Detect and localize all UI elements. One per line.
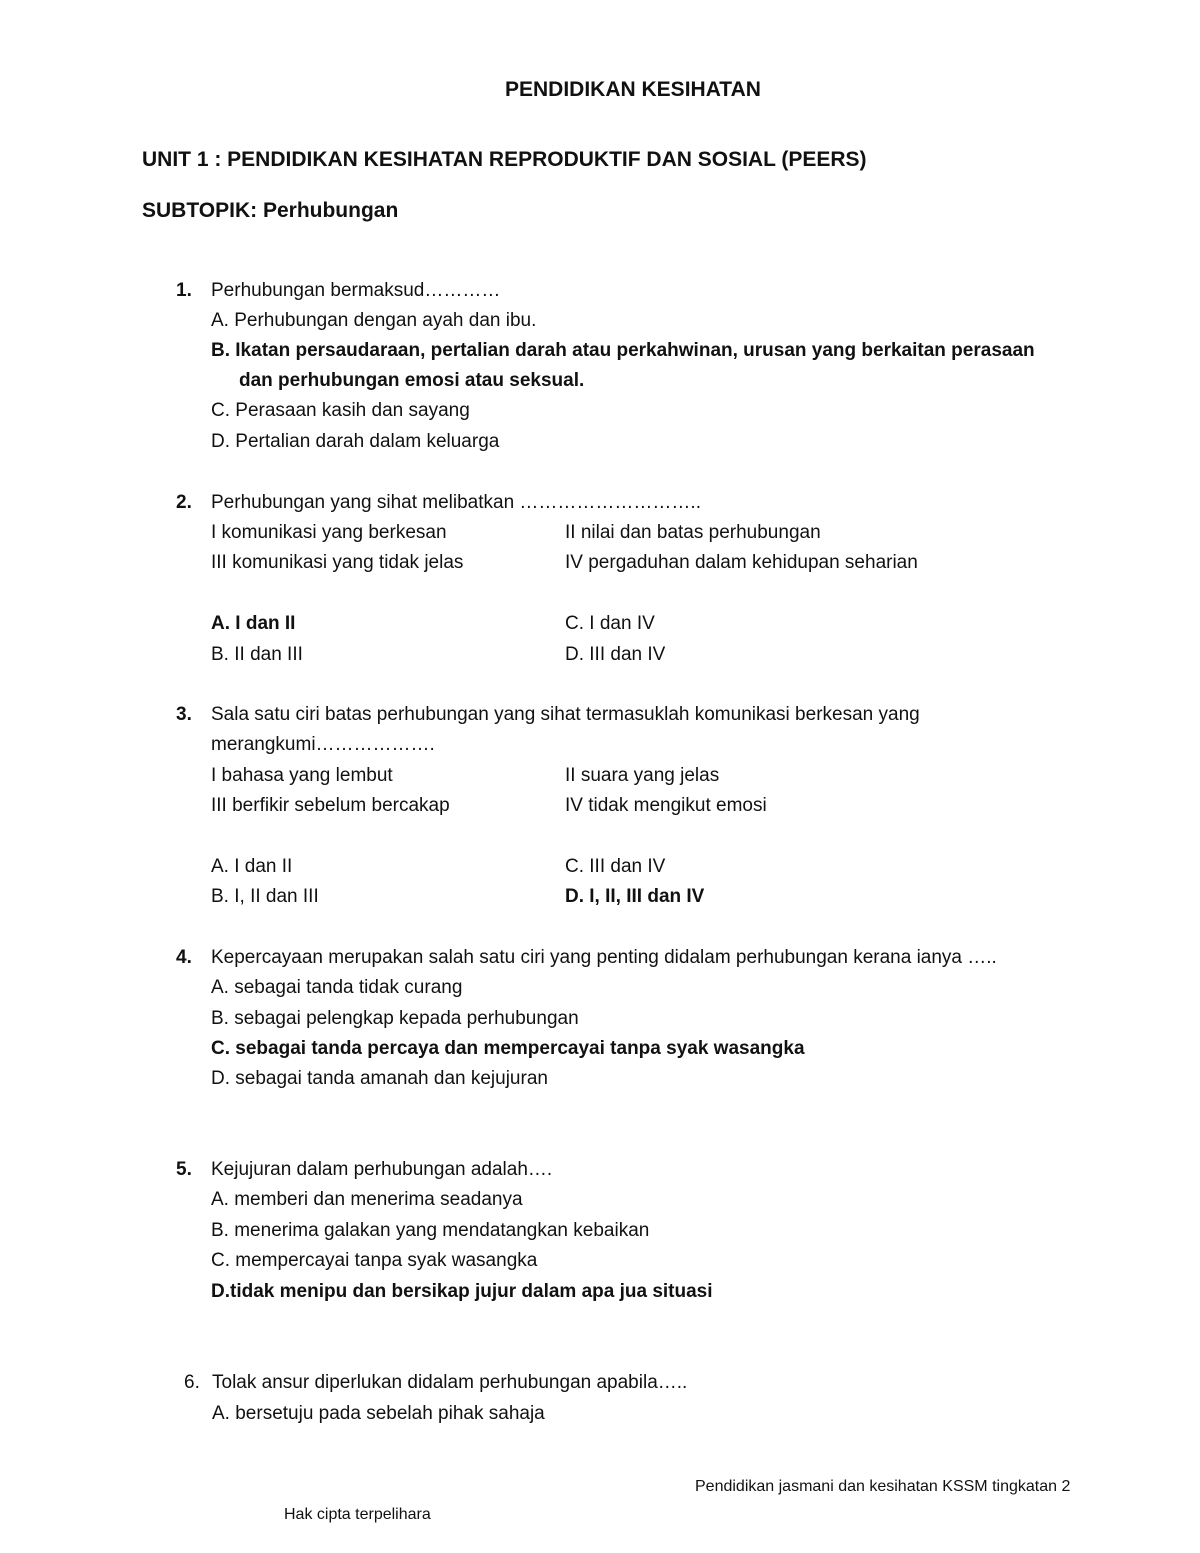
option-b: B. menerima galakan yang mendatangkan kebaikan [211, 1220, 650, 1241]
option-b: B. sebagai pelengkap kepada perhubungan [211, 1008, 579, 1029]
statement-ii: II suara yang jelas [565, 765, 720, 786]
option-a: A. sebagai tanda tidak curang [211, 977, 463, 998]
option-a: A. Perhubungan dengan ayah dan ibu. [211, 310, 537, 331]
option-d: D. III dan IV [565, 644, 666, 665]
subtopic-label: SUBTOPIK: [142, 199, 263, 222]
unit-heading: UNIT 1 : PENDIDIKAN KESIHATAN REPRODUKTIF DAN SOSIAL (PEERS) [142, 148, 867, 171]
option-c-answer: C. sebagai tanda percaya dan mempercayai tanpa syak wasangka [211, 1038, 805, 1059]
footer-course: Pendidikan jasmani dan kesihatan KSSM tingkatan 2 [695, 1478, 1071, 1495]
option-b: B. I, II dan III [211, 886, 319, 907]
statement-iii: III komunikasi yang tidak jelas [211, 552, 464, 573]
subtopic-heading [142, 199, 398, 223]
option-b: B. II dan III [211, 644, 303, 665]
question-stem: Kepercayaan merupakan salah satu ciri yang penting didalam perhubungan kerana ianya ….. [211, 947, 997, 968]
option-c: C. mempercayai tanpa syak wasangka [211, 1250, 538, 1271]
option-a: A. memberi dan menerima seadanya [211, 1189, 523, 1210]
option-b-continuation: dan perhubungan emosi atau seksual. [239, 370, 585, 391]
option-c: C. I dan IV [565, 613, 655, 634]
statement-i: I komunikasi yang berkesan [211, 522, 447, 543]
option-c: C. III dan IV [565, 856, 666, 877]
question-stem: Sala satu ciri batas perhubungan yang sihat termasuklah komunikasi berkesan yang [211, 704, 920, 725]
question-number: 2. [176, 492, 192, 513]
option-c: C. Perasaan kasih dan sayang [211, 400, 470, 421]
statement-ii: II nilai dan batas perhubungan [565, 522, 821, 543]
statement-iv: IV tidak mengikut emosi [565, 795, 767, 816]
question-stem: Tolak ansur diperlukan didalam perhubungan apabila….. [212, 1372, 688, 1393]
question-number: 6. [184, 1372, 200, 1393]
option-d-answer: D.tidak menipu dan bersikap jujur dalam apa jua situasi [211, 1281, 713, 1302]
question-stem: Kejujuran dalam perhubungan adalah…. [211, 1159, 553, 1180]
question-number: 3. [176, 704, 192, 725]
question-number: 5. [176, 1159, 192, 1180]
option-d: D. Pertalian darah dalam keluarga [211, 431, 500, 452]
footer-copyright: Hak cipta terpelihara [284, 1506, 431, 1523]
statement-iv: IV pergaduhan dalam kehidupan seharian [565, 552, 918, 573]
question-stem: Perhubungan yang sihat melibatkan ……………………….. [211, 492, 701, 513]
subtopic-value: Perhubungan [262, 199, 399, 222]
option-b-answer: B. Ikatan persaudaraan, pertalian darah atau perkahwinan, urusan yang berkaitan perasaan [211, 340, 1035, 361]
statement-iii: III berfikir sebelum bercakap [211, 795, 450, 816]
question-stem-continuation: merangkumi………………. [211, 734, 435, 755]
option-d-answer: D. I, II, III dan IV [565, 886, 705, 907]
document-title: PENDIDIKAN KESIHATAN [505, 78, 761, 101]
option-d: D. sebagai tanda amanah dan kejujuran [211, 1068, 548, 1089]
option-a-answer: A. I dan II [211, 613, 296, 634]
statement-i: I bahasa yang lembut [211, 765, 393, 786]
question-number: 1. [176, 280, 192, 301]
option-a: A. bersetuju pada sebelah pihak sahaja [212, 1403, 545, 1424]
question-stem: Perhubungan bermaksud………… [211, 280, 501, 301]
question-number: 4. [176, 947, 192, 968]
option-a: A. I dan II [211, 856, 293, 877]
